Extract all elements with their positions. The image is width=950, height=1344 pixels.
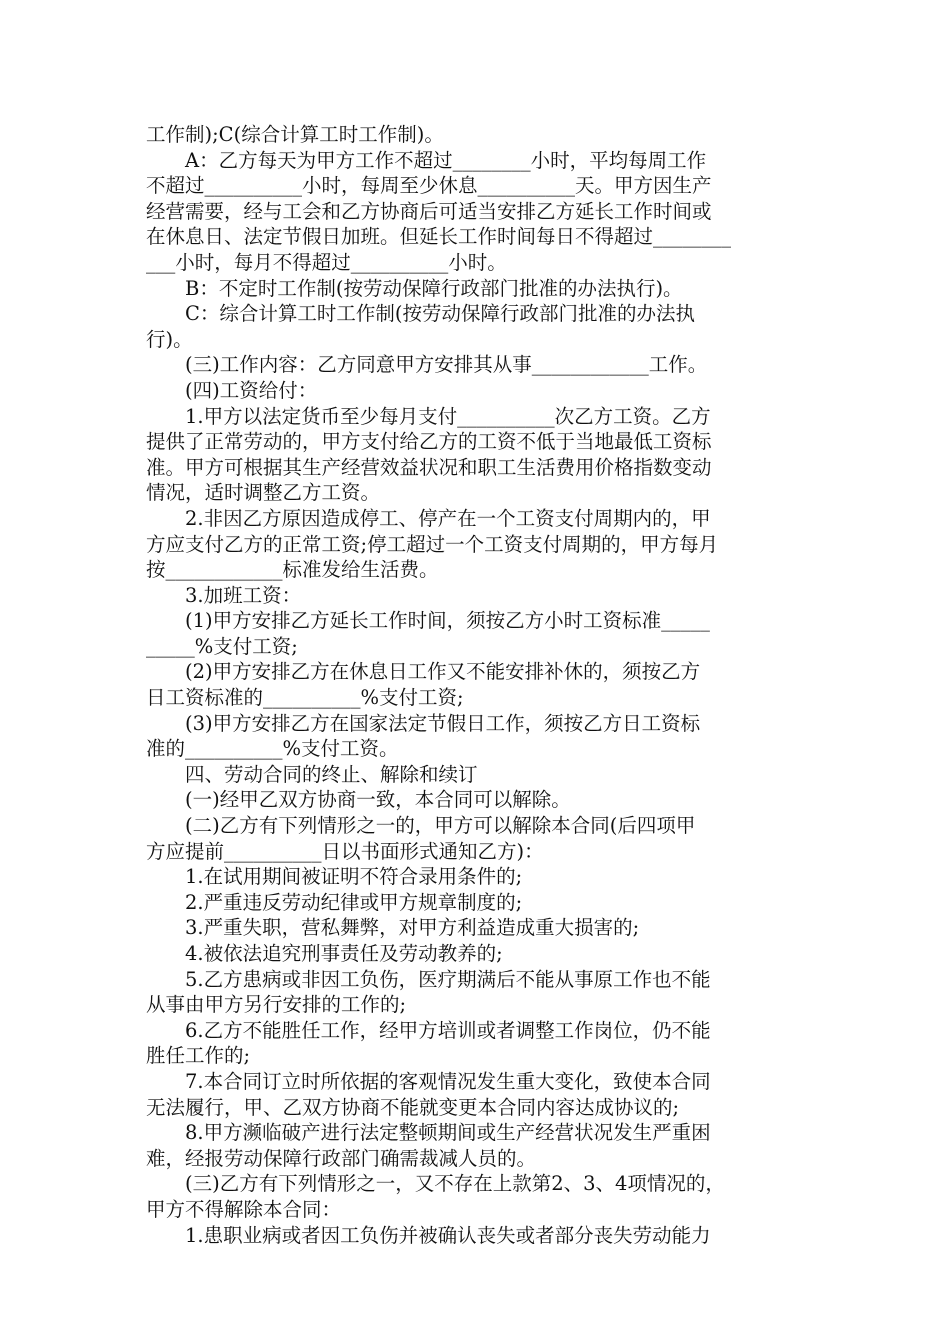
text-line: 日工资标准的__________%支付工资; [146, 686, 464, 710]
text-line: 行)。 [146, 327, 193, 351]
text-line: 4.被依法追究刑事责任及劳动教养的; [146, 942, 503, 965]
text-line: (二)乙方有下列情形之一的，甲方可以解除本合同(后四项甲 [146, 814, 696, 838]
text-line: 不超过__________小时，每周至少休息__________天。甲方因生产 [146, 174, 712, 198]
text-line: 从事由甲方另行安排的工作的; [146, 993, 407, 1017]
text-line: 6.乙方不能胜任工作，经甲方培训或者调整工作岗位，仍不能 [146, 1018, 711, 1042]
text-line: ___小时，每月不得超过__________小时。 [146, 250, 507, 274]
text-line: (2)甲方安排乙方在休息日工作又不能安排补休的，须按乙方 [146, 660, 701, 684]
text-line: 1.甲方以法定货币至少每月支付__________次乙方工资。乙方 [146, 404, 711, 428]
text-line: (3)甲方安排乙方在国家法定节假日工作，须按乙方日工资标 [146, 711, 701, 735]
text-line: 3.加班工资： [146, 583, 302, 607]
text-line: _____%支付工资; [146, 634, 298, 658]
text-line: 2.非因乙方原因造成停工、停产在一个工资支付周期内的，甲 [146, 506, 711, 530]
text-line: 准。甲方可根据其生产经营效益状况和职工生活费用价格指数变动 [146, 455, 712, 479]
document-page [146, 122, 806, 1248]
text-line: 甲方不得解除本合同： [146, 1197, 342, 1221]
text-line: 方应提前__________日以书面形式通知乙方)： [146, 839, 544, 863]
text-line: (一)经甲乙双方协商一致，本合同可以解除。 [146, 788, 571, 812]
text-line: 5.乙方患病或非因工负伤，医疗期满后不能从事原工作也不能 [146, 967, 711, 991]
text-line: 难，经报劳动保障行政部门确需裁减人员的。 [146, 1146, 537, 1170]
text-line: 2.严重违反劳动纪律或甲方规章制度的; [146, 890, 523, 914]
text-line: 四、劳动合同的终止、解除和续订 [146, 762, 478, 786]
text-line: 在休息日、法定节假日加班。但延长工作时间每日不得超过________ [146, 225, 732, 249]
text-line: (三)工作内容：乙方同意甲方安排其从事____________工作。 [146, 353, 708, 377]
text-line: 胜任工作的; [146, 1044, 251, 1068]
text-line: 1.患职业病或者因工负伤并被确认丧失或者部分丧失劳动能力 [146, 1223, 711, 1247]
text-line: 7.本合同订立时所依据的客观情况发生重大变化，致使本合同 [146, 1069, 711, 1093]
text-line: 经营需要，经与工会和乙方协商后可适当安排乙方延长工作时间或 [146, 199, 712, 223]
text-line: 无法履行，甲、乙双方协商不能就变更本合同内容达成协议的; [146, 1095, 680, 1119]
text-line: 8.甲方濒临破产进行法定整顿期间或生产经营状况发生严重困 [146, 1121, 711, 1145]
text-line: B：不定时工作制(按劳动保障行政部门批准的办法执行)。 [146, 276, 683, 300]
text-line: A：乙方每天为甲方工作不超过________小时，平均每周工作 [146, 148, 707, 172]
text-line: 准的__________%支付工资。 [146, 737, 399, 761]
text-line: (四)工资给付： [146, 378, 318, 402]
text-line: 1.在试用期间被证明不符合录用条件的; [146, 865, 523, 889]
text-line: C：综合计算工时工作制(按劳动保障行政部门批准的办法执 [146, 302, 696, 326]
text-line: 工作制);C(综合计算工时工作制)。 [146, 123, 444, 146]
text-line: 情况，适时调整乙方工资。 [146, 481, 381, 505]
text-line: 提供了正常劳动的，甲方支付给乙方的工资不低于当地最低工资标 [146, 430, 712, 454]
text-line: 按____________标准发给生活费。 [146, 558, 439, 582]
text-line: (三)乙方有下列情形之一，又不存在上款第2、3、4项情况的， [146, 1172, 725, 1196]
text-line: (1)甲方安排乙方延长工作时间，须按乙方小时工资标准_____ [146, 609, 710, 633]
text-line: 方应支付乙方的正常工资;停工超过一个工资支付周期的，甲方每月 [146, 532, 719, 556]
text-line: 3.严重失职，营私舞弊，对甲方利益造成重大损害的; [146, 916, 640, 940]
